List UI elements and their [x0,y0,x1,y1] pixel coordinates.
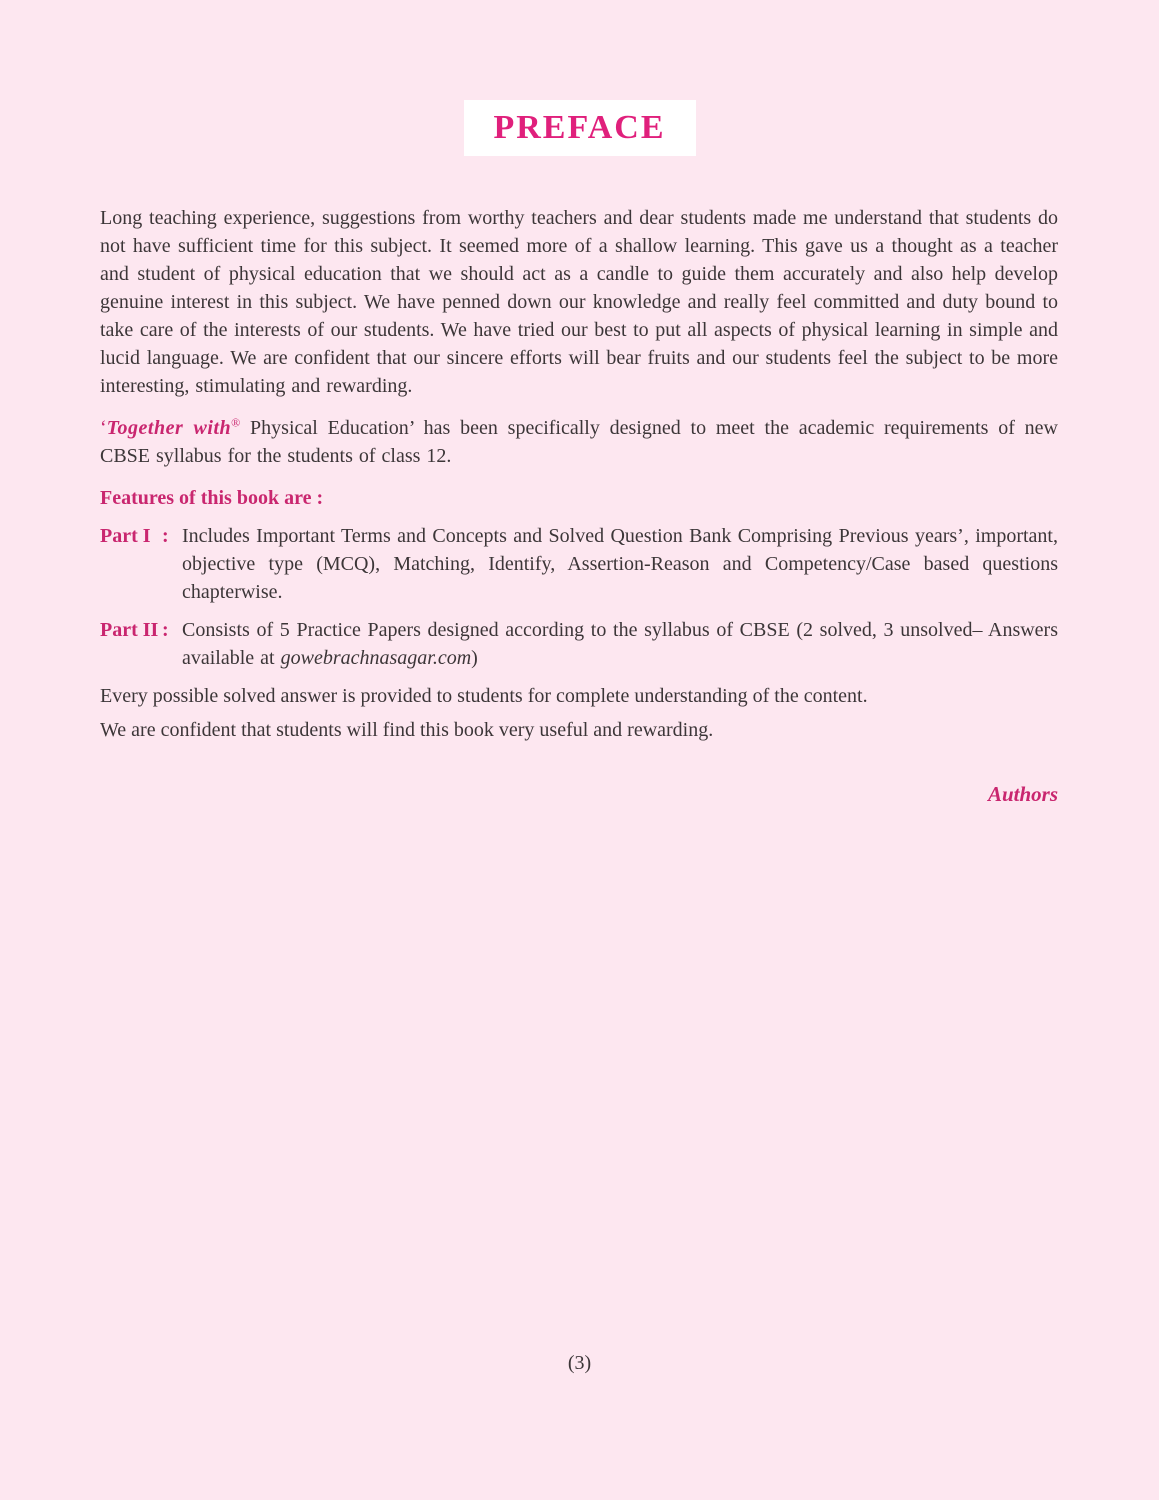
part-1-colon: : [162,525,169,547]
part-item-1 [100,522,1058,606]
part-item-2 [100,616,1058,672]
closing-paragraph-2: We are confident that students will find this book very useful and rewarding. [100,719,714,741]
part-2-text-italic: gowebrachnasagar.com [280,647,472,669]
part-2-text-main: Consists of 5 Practice Papers designed according to the syllabus of CBSE (2 solved, 3 unsolved– Answers available at [182,619,1058,669]
part-1-text-main: Includes Important Terms and Concepts and Solved Question Bank Comprising Previous years’, important, objective type (MCQ), Matching, Identify, Assertion-Reason and Competency/Case based questions chapterwise. [182,525,1058,603]
paragraph-brand [100,414,1058,470]
paragraph-intro: Long teaching experience, suggestions from worthy teachers and dear students made me understand that students do not have sufficient time for this subject. It seemed more of a shallow learning. This gave us a thought as a teacher and student of physical education that we should act as a candle to guide them accurately and also help develop genuine interest in this subject. We have penned down our knowledge and really feel committed and duty bound to take care of the interests of our students. We have tried our best to put all aspects of physical learning in simple and lucid language. We are confident that our sincere efforts will bear fruits and our students feel the subject to be more interesting, stimulating and rewarding. [100,207,1058,397]
part-1-label: Part I [100,525,151,547]
page-number: (3) [567,1352,592,1374]
features-heading: Features of this book are : [100,487,324,509]
part-2-text-after: ) [471,647,478,669]
part-2-text [182,616,1058,672]
brand-script-logo: Together with [106,417,232,439]
paragraph-brand-rest: Physical Education’ has been specifically designed to meet the academic requirements of new CBSE syllabus for the students of class 12. [100,417,1058,467]
registered-mark-icon: ® [231,415,241,430]
title-box [464,100,696,156]
part-2-colon: : [162,619,169,641]
preface-content [100,204,1058,807]
part-2-label: Part II [100,619,159,641]
authors-signature: Authors [987,782,1058,806]
brand-open-quote: ‘ [100,417,107,439]
part-1-text [182,522,1058,606]
page-title: PREFACE [493,109,666,146]
closing-paragraph-1: Every possible solved answer is provided to students for complete understanding of the content. [100,685,868,707]
